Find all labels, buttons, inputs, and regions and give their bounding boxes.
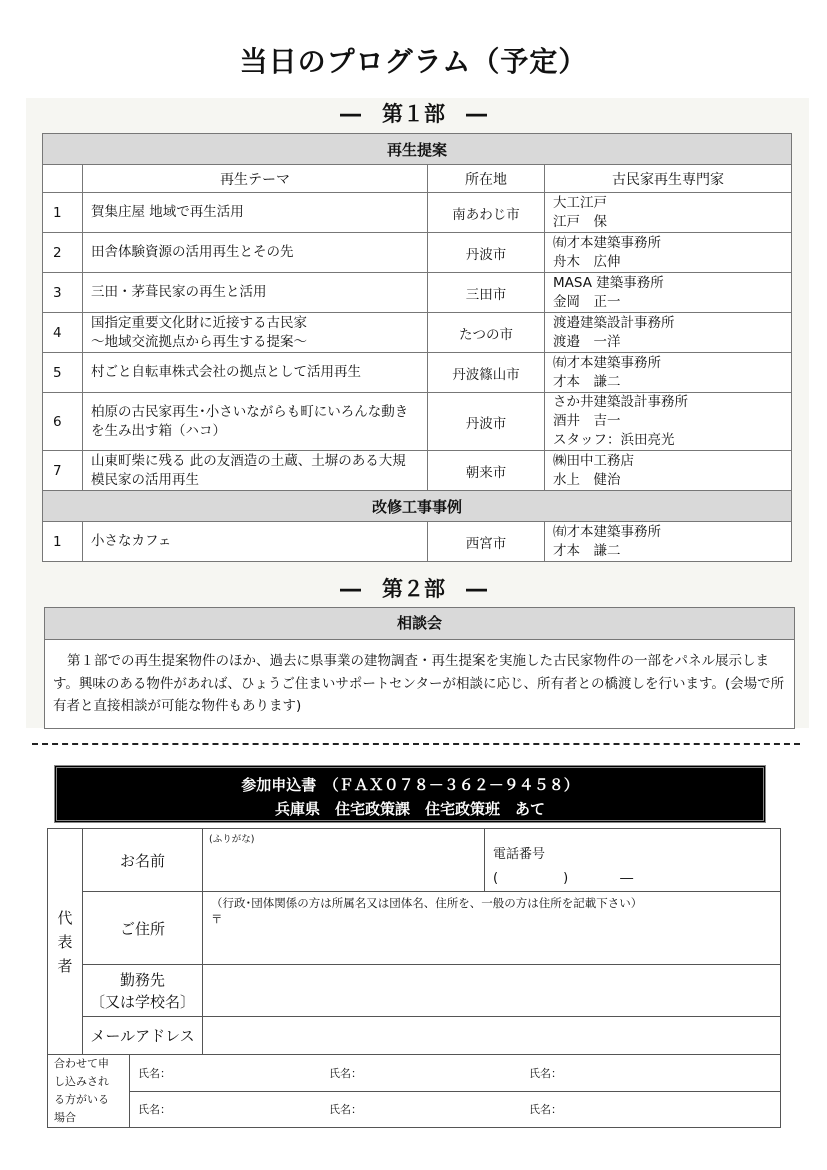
- expert-line: 江戸 保: [553, 213, 607, 230]
- part1-heading: ― 第１部 ―: [340, 102, 487, 126]
- row-theme: 田舎体験資源の活用再生とその先: [83, 233, 428, 273]
- col-header-location: 所在地: [428, 165, 545, 193]
- row-number: 4: [43, 313, 83, 353]
- page-title: 当日のプログラム（予定）: [239, 45, 588, 78]
- col-header-theme: 再生テーマ: [83, 165, 428, 193]
- consultation-title: 相談会: [45, 608, 794, 640]
- row-theme: 山東町柴に残る 此の友酒造の土蔵、土塀のある大規模民家の活用再生: [83, 451, 428, 491]
- row-number: 2: [43, 233, 83, 273]
- cut-line: [32, 743, 800, 745]
- row-location: たつの市: [428, 313, 545, 353]
- postal-mark: 〒: [211, 912, 223, 926]
- table-row: [43, 522, 792, 562]
- expert-line: 水上 健治: [553, 471, 621, 488]
- table-row: [43, 393, 792, 451]
- application-header-line1: 参加申込書 （ＦＡＸ０７８－３６２－９４５８）: [241, 776, 579, 794]
- expert-line: 渡邉 一洋: [553, 333, 621, 350]
- others-row-2[interactable]: [130, 1091, 781, 1128]
- row-location: 南あわじ市: [428, 193, 545, 233]
- section-title-renovation: 改修工事事例: [43, 491, 792, 522]
- rep-char-2: 表: [57, 932, 73, 951]
- representative-label: [48, 829, 83, 1055]
- other-name-2: 氏名：: [329, 1066, 362, 1080]
- part2-heading: ― 第２部 ―: [340, 577, 487, 601]
- row-location: 三田市: [428, 273, 545, 313]
- others-label-line3: る方がいる: [54, 1093, 109, 1106]
- consultation-text: 第１部での再生提案物件のほか、過去に県事業の建物調査・再生提案を実施した古民家物件の一部をパネル展示します。興味のある物件があれば、ひょうご住まいサポートセンターが相談に応じ、所有者との橋渡しを行います。(会場で所有者と直接相談が可能な物件もあります): [53, 653, 785, 714]
- email-label: メールアドレス: [83, 1017, 203, 1055]
- row-expert: [545, 233, 792, 273]
- workplace-label-line1: 勤務先: [120, 970, 166, 989]
- row-expert: [545, 393, 792, 451]
- row-theme: 小さなカフェ: [83, 522, 428, 562]
- expert-line: ㈲才本建築事務所: [553, 523, 661, 540]
- table-row: [43, 451, 792, 491]
- workplace-label-line2: 〔又は学校名〕: [90, 992, 196, 1011]
- table-row: [43, 353, 792, 393]
- name-field[interactable]: [203, 829, 485, 892]
- application-header: [54, 765, 766, 823]
- furigana-label: (ふりがな): [209, 834, 255, 845]
- col-header-expert: 古民家再生専門家: [545, 165, 792, 193]
- row-location: 丹波市: [428, 393, 545, 451]
- expert-line: 渡邉建築設計事務所: [553, 314, 675, 331]
- row-number: 5: [43, 353, 83, 393]
- section-title-proposals: 再生提案: [43, 134, 792, 165]
- email-field[interactable]: [203, 1017, 781, 1055]
- others-label: [48, 1055, 130, 1128]
- expert-line: ㈱田中工務店: [553, 452, 634, 469]
- consultation-box: [44, 607, 795, 729]
- application-header-line2: 兵庫県 住宅政策課 住宅政策班 あて: [274, 800, 545, 818]
- row-expert: [545, 451, 792, 491]
- others-label-line4: 場合: [54, 1111, 76, 1124]
- row-location: 西宮市: [428, 522, 545, 562]
- expert-line: スタッフ：浜田亮光: [553, 432, 675, 448]
- phone-field[interactable]: [485, 829, 781, 892]
- row-theme: 柏原の古民家再生･小さいながらも町にいろんな動きを生み出す箱（ハコ）: [83, 393, 428, 451]
- row-expert: [545, 353, 792, 393]
- address-field[interactable]: [203, 892, 781, 965]
- row-location: 丹波篠山市: [428, 353, 545, 393]
- row-number: 6: [43, 393, 83, 451]
- row-location: 朝来市: [428, 451, 545, 491]
- row-location: 丹波市: [428, 233, 545, 273]
- table-row: [43, 233, 792, 273]
- name-label: お名前: [83, 829, 203, 892]
- expert-line: 酒井 吉一: [553, 413, 621, 429]
- table-header-row: [43, 165, 792, 193]
- rep-char-1: 代: [57, 908, 73, 927]
- workplace-field[interactable]: [203, 965, 781, 1017]
- row-number: 1: [43, 522, 83, 562]
- row-expert: [545, 273, 792, 313]
- others-label-line1: 合わせて申: [54, 1057, 109, 1070]
- application-form: [47, 828, 781, 1128]
- other-name-5: 氏名：: [329, 1103, 362, 1117]
- row-expert: [545, 193, 792, 233]
- program-table: [42, 133, 792, 562]
- expert-line: MASA 建築事務所: [553, 274, 664, 291]
- expert-line: ㈲才本建築事務所: [553, 234, 661, 251]
- expert-line: さか井建築設計事務所: [553, 394, 688, 410]
- row-theme: 三田・茅葺民家の再生と活用: [83, 273, 428, 313]
- rep-char-3: 者: [57, 956, 73, 975]
- other-name-1: 氏名：: [138, 1066, 171, 1080]
- expert-line: 金岡 正一: [553, 293, 621, 310]
- row-theme: 国指定重要文化財に近接する古民家 ～地域交流拠点から再生する提案～: [83, 313, 428, 353]
- row-number: 1: [43, 193, 83, 233]
- address-label: ご住所: [83, 892, 203, 965]
- row-expert: [545, 313, 792, 353]
- row-number: 7: [43, 451, 83, 491]
- expert-line: 舟木 広伸: [553, 253, 621, 270]
- row-expert: [545, 522, 792, 562]
- expert-line: 才本 謙二: [553, 373, 621, 390]
- table-row: [43, 313, 792, 353]
- phone-format: ( ) ―: [493, 871, 634, 886]
- expert-line: 才本 謙二: [553, 542, 621, 559]
- row-number: 3: [43, 273, 83, 313]
- others-label-line2: し込みされ: [54, 1075, 109, 1088]
- workplace-label: [83, 965, 203, 1017]
- expert-line: 大工江戸: [553, 194, 607, 211]
- row-theme: 賀集庄屋 地域で再生活用: [83, 193, 428, 233]
- others-row-1[interactable]: [130, 1055, 781, 1092]
- expert-line: ㈲才本建築事務所: [553, 354, 661, 371]
- phone-label: 電話番号: [493, 847, 546, 862]
- table-row: [43, 273, 792, 313]
- other-name-6: 氏名：: [529, 1103, 562, 1117]
- other-name-3: 氏名：: [529, 1066, 562, 1080]
- row-theme: 村ごと自転車株式会社の拠点として活用再生: [83, 353, 428, 393]
- table-row: [43, 193, 792, 233]
- other-name-4: 氏名：: [138, 1103, 171, 1117]
- col-header-no: [43, 165, 83, 193]
- address-note: （行政･団体関係の方は所属名又は団体名、住所を、一般の方は住所を記載下さい）: [211, 896, 643, 910]
